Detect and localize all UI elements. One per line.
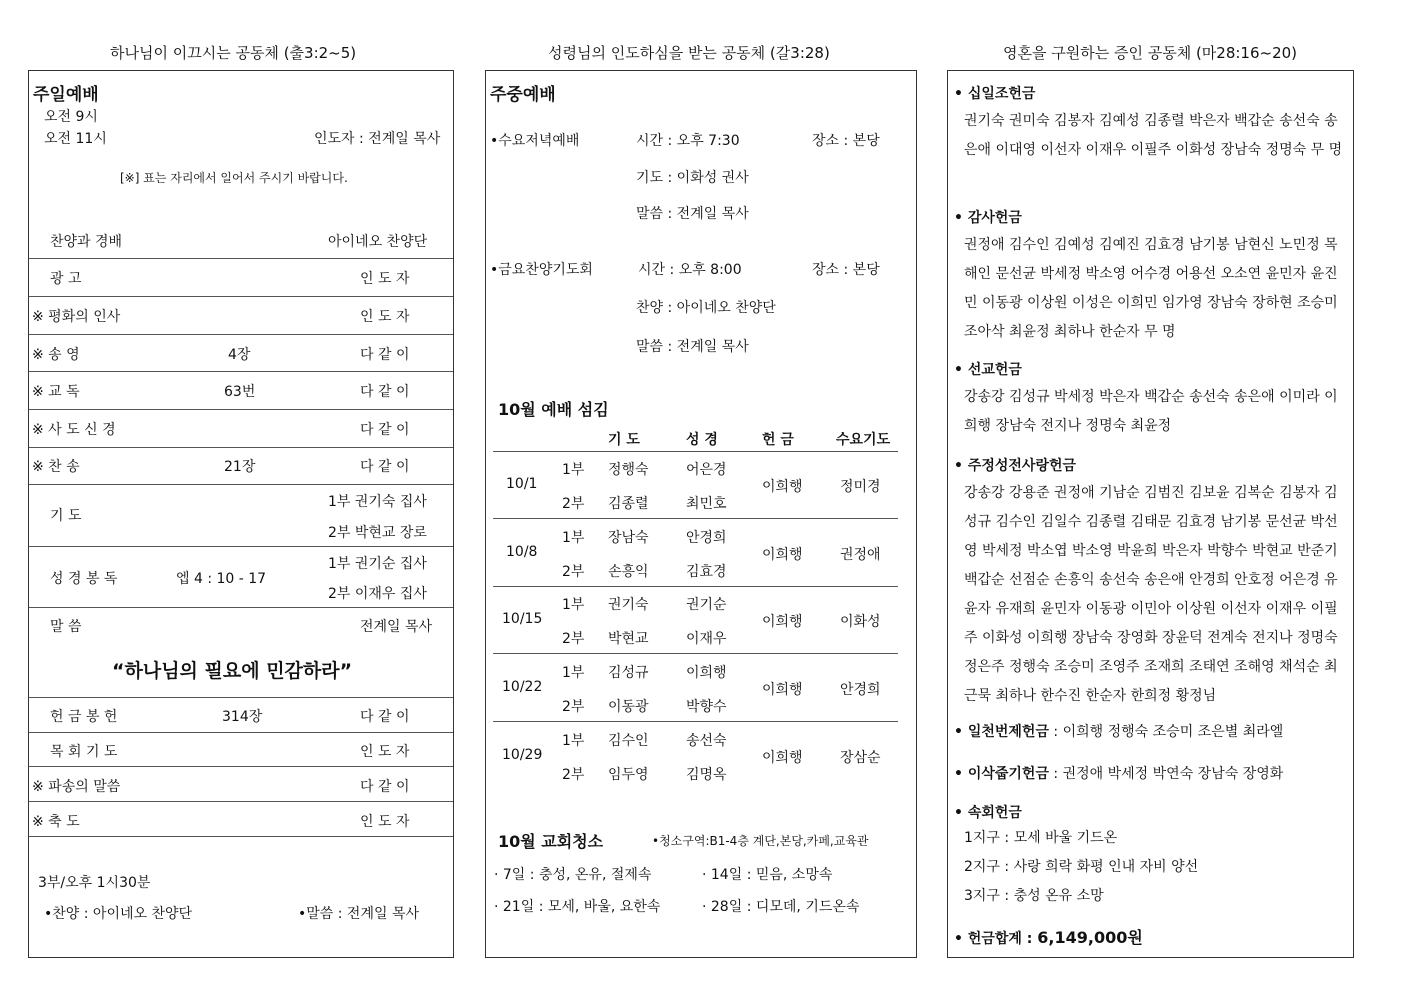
clean-schedule-14: · 14일 : 믿음, 소망속 — [702, 867, 833, 883]
divider — [493, 721, 898, 722]
order-mid: 4장 — [228, 347, 251, 363]
order-mid: 63번 — [224, 384, 256, 400]
wed-prayer: 기도 : 이화성 권사 — [636, 170, 749, 186]
wed-place: 장소 : 본당 — [812, 133, 880, 149]
serve-part: 2부 — [562, 767, 585, 783]
serve-prayer: 박현교 — [608, 631, 649, 647]
serve-part: 2부 — [562, 496, 585, 512]
total-value: 6,149,000원 — [1037, 928, 1143, 947]
order-right: 아이네오 찬양단 — [328, 234, 428, 250]
divider — [29, 447, 453, 448]
fri-sermon: 말씀 : 전계일 목사 — [636, 339, 749, 355]
serve-header-offering: 헌 금 — [762, 432, 794, 448]
serve-prayer: 정행숙 — [608, 462, 649, 478]
serve-date: 10/1 — [506, 476, 538, 492]
serve-wed-prayer: 장삼순 — [840, 750, 881, 766]
sunday-title: 주일예배 — [33, 85, 99, 105]
serve-header-wed: 수요기도 — [836, 432, 891, 448]
weekly-names: 강송강 강용준 권정애 기남순 김범진 김보윤 김복순 김봉자 김성규 김수인 김일수 김종렬 김태문 김효경 남기봉 문선균 박선영 박세정 박소엽 박소영 박윤희 박은자 박향수 박현교 반준기 백갑순 선점순 손흥익 송선숙 송은애 안경희 안호정 어은경 유윤자 유재희 윤민자 이동광 이민아 이상원 이선자 이재우 이필주 이화성 이희행 장남숙 장영화 장윤덕 전계숙 전지나 정명숙 정은주 정행숙 조승미 조영주 조재희 조태연 조해영 채석순 최근묵 최하나 한수진 한순자 한희정 황정님 — [964, 485, 1338, 704]
tithe-section — [954, 83, 1346, 165]
serve-part: 1부 — [562, 530, 585, 546]
divider — [29, 732, 453, 733]
reading-part2: 2부 이재우 집사 — [328, 586, 427, 602]
sunday-leader: 인도자 : 전계일 목사 — [314, 131, 441, 147]
serve-offering: 이희행 — [762, 750, 803, 766]
order-label: 찬양과 경배 — [50, 234, 123, 250]
order-label: ※ 찬 송 — [32, 459, 80, 475]
relief-line: • 이삭줍기헌금 : 권정애 박세정 박연숙 장남숙 장영화 — [954, 766, 1284, 782]
sermon-label: 말 씀 — [50, 619, 82, 635]
serve-prayer: 장남숙 — [608, 530, 649, 546]
sunday-time-2: 오전 11시 — [44, 131, 107, 147]
divider — [29, 484, 453, 485]
divider — [493, 586, 898, 587]
serve-scripture: 이재우 — [686, 631, 727, 647]
serve-offering: 이희행 — [762, 614, 803, 630]
serve-scripture: 어은경 — [686, 462, 727, 478]
order-label: 헌 금 봉 헌 — [50, 709, 118, 725]
divider — [29, 836, 453, 837]
divider — [29, 334, 453, 335]
serve-prayer: 권기숙 — [608, 597, 649, 613]
sermon-title: “하나님의 필요에 민감하라” — [112, 660, 353, 682]
divider — [493, 653, 898, 654]
district-title: • 속회헌금 — [954, 805, 1022, 821]
serve-part: 2부 — [562, 699, 585, 715]
total-line: • 헌금합계 : 6,149,000원 — [954, 928, 1143, 947]
mission-section — [954, 359, 1346, 441]
serve-header-prayer: 기 도 — [608, 432, 640, 448]
district-3: 3지구 : 충성 온유 소망 — [964, 888, 1104, 904]
serve-date: 10/29 — [502, 747, 543, 763]
order-right: 인 도 자 — [360, 271, 410, 287]
column-title-2: 성령님의 인도하심을 받는 공동체 (갈3:28) — [548, 44, 830, 62]
total-section — [954, 925, 1346, 948]
thousand-section — [954, 721, 1346, 741]
serve-part: 2부 — [562, 631, 585, 647]
district-1: 1지구 : 모세 바울 기드온 — [964, 830, 1118, 846]
serve-wed-prayer: 이화성 — [840, 614, 881, 630]
serve-prayer: 임두영 — [608, 767, 649, 783]
serve-offering: 이희행 — [762, 682, 803, 698]
divider — [29, 258, 453, 259]
serve-offering: 이희행 — [762, 479, 803, 495]
reading-passage: 엡 4 : 10 - 17 — [176, 571, 267, 587]
serve-prayer: 김종렬 — [608, 496, 649, 512]
order-right: 다 같 이 — [360, 779, 410, 795]
fri-place: 장소 : 본당 — [812, 262, 880, 278]
prayer-part1: 1부 권기숙 집사 — [328, 494, 427, 510]
order-mid: 21장 — [224, 459, 256, 475]
serve-offering: 이희행 — [762, 547, 803, 563]
order-label: 목 회 기 도 — [50, 744, 118, 760]
order-right: 다 같 이 — [360, 347, 410, 363]
sermon-preacher: 전계일 목사 — [360, 619, 433, 635]
fri-label: •금요찬양기도회 — [490, 262, 593, 278]
column-title-3: 영혼을 구원하는 증인 공동체 (마28:16~20) — [1003, 44, 1298, 62]
divider — [493, 451, 898, 452]
order-label: ※ 교 독 — [32, 384, 80, 400]
district-2: 2지구 : 사랑 희락 화평 인내 자비 양선 — [964, 859, 1199, 875]
order-label: ※ 축 도 — [32, 814, 80, 830]
third-service-time: 3부/오후 1시30분 — [38, 875, 151, 891]
reading-part1: 1부 권기순 집사 — [328, 556, 427, 572]
serve-scripture: 박향수 — [686, 699, 727, 715]
order-mid: 314장 — [222, 709, 263, 725]
standing-note: [※] 표는 자리에서 일어서 주시기 바랍니다. — [120, 171, 348, 185]
tithe-names: 권기숙 권미숙 김봉자 김예성 김종렬 박은자 백갑순 송선숙 송은애 이대영 이선자 이재우 이필주 이화성 장남숙 정명숙 무 명 — [964, 113, 1343, 158]
serve-date: 10/15 — [502, 611, 543, 627]
tithe-title: • 십일조헌금 — [954, 86, 1036, 102]
serve-part: 1부 — [562, 733, 585, 749]
order-label: ※ 평화의 인사 — [32, 309, 121, 325]
serve-scripture: 권기순 — [686, 597, 727, 613]
serve-wed-prayer: 정미경 — [840, 479, 881, 495]
order-right: 다 같 이 — [360, 422, 410, 438]
order-label: ※ 사 도 신 경 — [32, 422, 116, 438]
serve-date: 10/8 — [506, 544, 538, 560]
sunday-time-1: 오전 9시 — [44, 109, 98, 125]
divider — [493, 518, 898, 519]
order-right: 인 도 자 — [360, 309, 410, 325]
fri-praise: 찬양 : 아이네오 찬양단 — [636, 300, 776, 316]
order-right: 다 같 이 — [360, 459, 410, 475]
serve-scripture: 최민호 — [686, 496, 727, 512]
serve-part: 1부 — [562, 665, 585, 681]
order-label: 광 고 — [50, 271, 82, 287]
clean-area: •청소구역:B1-4층 계단,본당,카페,교육관 — [652, 834, 869, 848]
weekly-title: • 주정성전사랑헌금 — [954, 458, 1077, 474]
divider — [29, 296, 453, 297]
mission-title: • 선교헌금 — [954, 362, 1022, 378]
serve-prayer: 김수인 — [608, 733, 649, 749]
clean-schedule-21: · 21일 : 모세, 바울, 요한속 — [494, 899, 661, 915]
serve-scripture: 이희행 — [686, 665, 727, 681]
order-label: ※ 파송의 말씀 — [32, 779, 121, 795]
serve-part: 2부 — [562, 564, 585, 580]
serve-wed-prayer: 권정애 — [840, 547, 881, 563]
serve-prayer: 손흥익 — [608, 564, 649, 580]
serve-scripture: 김효경 — [686, 564, 727, 580]
divider — [29, 697, 453, 698]
serve-prayer: 이동광 — [608, 699, 649, 715]
clean-schedule-7: · 7일 : 충성, 온유, 절제속 — [494, 867, 652, 883]
order-right: 다 같 이 — [360, 709, 410, 725]
serve-part: 1부 — [562, 462, 585, 478]
relief-section — [954, 763, 1346, 783]
prayer-label: 기 도 — [50, 508, 82, 524]
weekday-title: 주중예배 — [490, 85, 556, 105]
serve-date: 10/22 — [502, 679, 543, 695]
divider — [29, 607, 453, 608]
district-section — [954, 802, 1346, 911]
serve-scripture: 안경희 — [686, 530, 727, 546]
column-title-1: 하나님이 이끄시는 공동체 (출3:2~5) — [110, 44, 357, 62]
serve-prayer: 김성규 — [608, 665, 649, 681]
divider — [29, 546, 453, 547]
thousand-line: • 일천번제헌금 : 이희행 정행숙 조승미 조은별 최라엘 — [954, 724, 1284, 740]
serve-scripture: 김명옥 — [686, 767, 727, 783]
serve-header-scripture: 성 경 — [686, 432, 718, 448]
third-service-sermon: •말씀 : 전계일 목사 — [298, 906, 419, 922]
serve-scripture: 송선숙 — [686, 733, 727, 749]
fri-time: 시간 : 오후 8:00 — [638, 262, 742, 278]
order-right: 인 도 자 — [360, 744, 410, 760]
clean-schedule-28: · 28일 : 디모데, 기드온속 — [702, 899, 860, 915]
divider — [29, 371, 453, 372]
order-label: ※ 송 영 — [32, 347, 80, 363]
wed-sermon: 말씀 : 전계일 목사 — [636, 206, 749, 222]
mission-names: 강송강 김성규 박세정 박은자 백갑순 송선숙 송은애 이미라 이희행 장남숙 전지나 정명숙 최윤정 — [964, 389, 1338, 434]
thanks-section — [954, 207, 1346, 347]
divider — [29, 766, 453, 767]
third-service-praise: •찬양 : 아이네오 찬양단 — [44, 906, 193, 922]
thanks-names: 권정애 김수인 김예성 김예진 김효경 남기봉 남현신 노민정 목해인 문선균 박세정 박소영 어수경 어용선 오소연 윤민자 윤진민 이동광 이상원 이성은 이희민 임가영 장남숙 장하현 조승미 조아삭 최윤정 최하나 한순자 무 명 — [964, 237, 1338, 340]
order-right: 인 도 자 — [360, 814, 410, 830]
wed-time: 시간 : 오후 7:30 — [636, 133, 740, 149]
serve-part: 1부 — [562, 597, 585, 613]
clean-title: 10월 교회청소 — [498, 832, 604, 851]
serve-title: 10월 예배 섬김 — [498, 400, 609, 419]
divider — [29, 409, 453, 410]
wed-label: •수요저녁예배 — [490, 133, 580, 149]
thanks-title: • 감사헌금 — [954, 210, 1022, 226]
prayer-part2: 2부 박현교 장로 — [328, 525, 427, 541]
order-right: 다 같 이 — [360, 384, 410, 400]
serve-wed-prayer: 안경희 — [840, 682, 881, 698]
divider — [29, 801, 453, 802]
reading-label: 성 경 봉 독 — [50, 571, 118, 587]
weekly-section — [954, 455, 1346, 711]
